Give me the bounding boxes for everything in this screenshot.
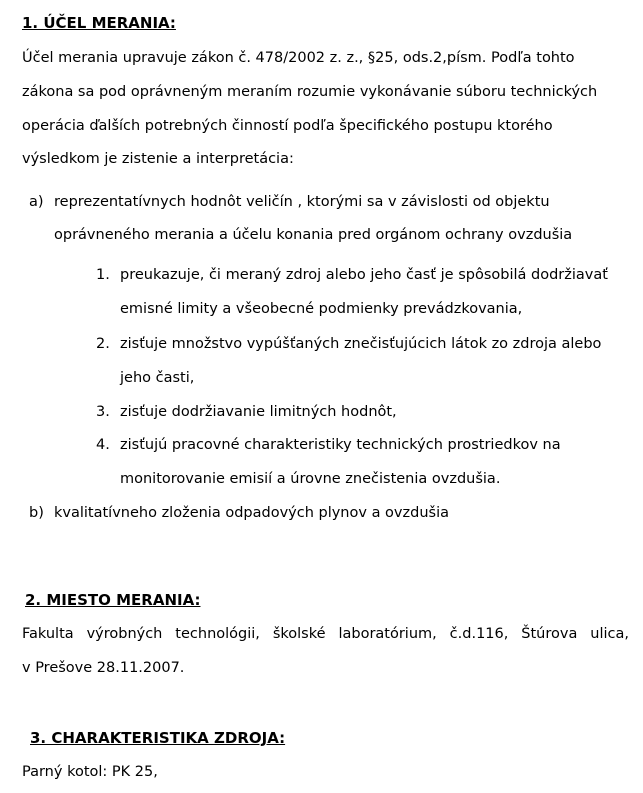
section-2-line-1: Fakulta výrobných technológii, školské laboratórium, č.d.116, Štúrova ulica,: [22, 626, 629, 642]
intro-line-2: zákona sa pod oprávneným meraním rozumie vykonávanie súboru technických: [22, 84, 598, 100]
list-item-1-line-2: emisné limity a všeobecné podmienky prevádzkovania,: [120, 301, 523, 317]
item-b-marker: b): [29, 505, 44, 521]
list-item-4-marker: 4.: [96, 437, 110, 453]
list-item-1-marker: 1.: [96, 267, 110, 283]
list-item-3-marker: 3.: [96, 404, 110, 420]
list-item-4-line-2: monitorovanie emisií a úrovne znečistenia ovzdušia.: [120, 471, 501, 487]
item-b-text: kvalitatívneho zloženia odpadových plynov a ovzdušia: [54, 505, 449, 521]
intro-line-3: operácia ďalších potrebných činností podľa špecifického postupu ktorého: [22, 118, 553, 134]
item-a-line-1: reprezentatívnych hodnôt veličín , ktorými sa v závislosti od objektu: [54, 194, 550, 210]
item-a-line-2: oprávneného merania a účelu konania pred orgánom ochrany ovzdušia: [54, 227, 573, 243]
list-item-3-line-1: zisťuje dodržiavanie limitných hodnôt,: [120, 404, 397, 420]
item-a-marker: a): [29, 194, 44, 210]
list-item-2-marker: 2.: [96, 336, 110, 352]
section-3-heading: 3. CHARAKTERISTIKA ZDROJA:: [30, 729, 286, 747]
section-3-line-1: Parný kotol: PK 25,: [22, 764, 158, 780]
list-item-2-line-1: zisťuje množstvo vypúšťaných znečisťujúcich látok zo zdroja alebo: [120, 336, 602, 352]
section-2-heading: 2. MIESTO MERANIA:: [25, 591, 201, 609]
list-item-1-line-1: preukazuje, či meraný zdroj alebo jeho časť je spôsobilá dodržiavať: [120, 267, 608, 283]
section-1-heading: 1. ÚČEL MERANIA:: [22, 14, 176, 32]
list-item-4-line-1: zisťujú pracovné charakteristiky technických prostriedkov na: [120, 437, 561, 453]
intro-line-1: Účel merania upravuje zákon č. 478/2002 z. z., §25, ods.2,písm. Podľa tohto: [22, 50, 575, 66]
section-2-line-2: v Prešove 28.11.2007.: [22, 660, 185, 676]
intro-line-4: výsledkom je zistenie a interpretácia:: [22, 151, 294, 167]
list-item-2-line-2: jeho časti,: [120, 370, 195, 386]
